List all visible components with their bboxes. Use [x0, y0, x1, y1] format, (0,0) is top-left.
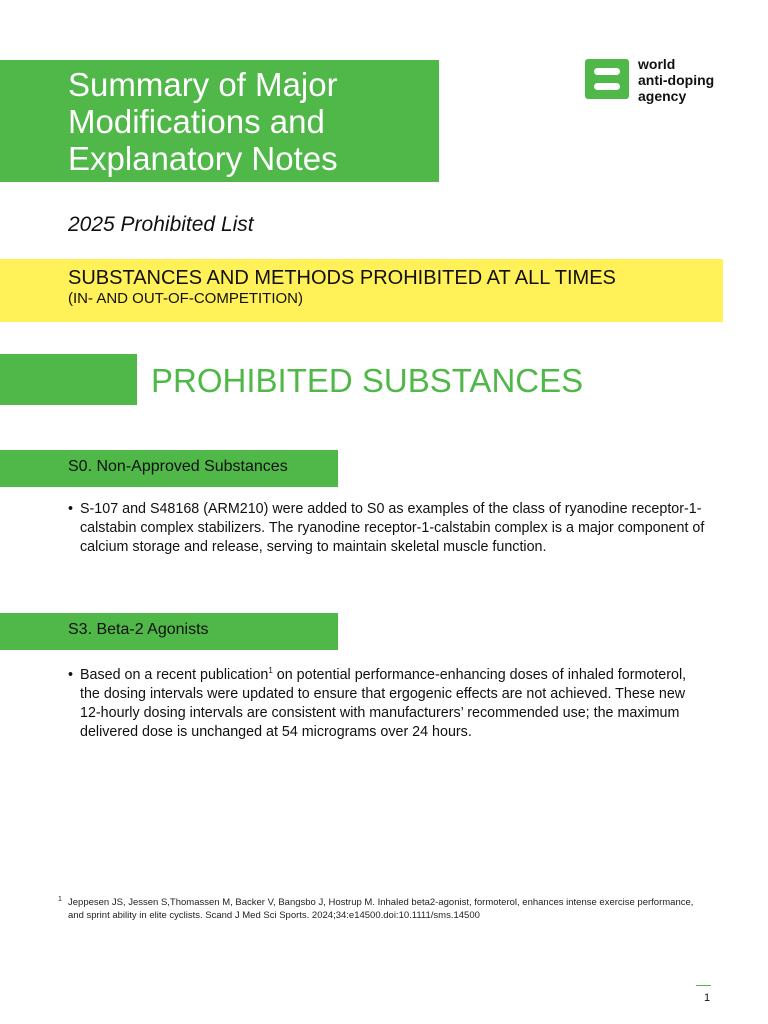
title-block [0, 60, 439, 182]
s3-bullet-text-end: on potential performance-enhancing doses of inhaled formoterol, the dosing intervals were updated to ensure that ergogenic effects are not achieved. These new 12-hourly dosing intervals are consistent with manufacturers’ recommended use; the maximum delivered dose is unchanged at 54 micrograms over 24 hours. [80, 667, 687, 740]
logo-word-2: anti-doping [638, 72, 715, 88]
footnote [58, 896, 708, 922]
title-line-2: Modifications and [68, 103, 325, 140]
banner-subtitle: (IN- AND OUT-OF-COMPETITION) [68, 290, 303, 307]
logo-word-3: agency [638, 88, 687, 104]
title-line-1: Summary of Major [68, 66, 338, 103]
s3-bullet-text-start: Based on a recent publication [80, 667, 269, 683]
footnote-reference[interactable]: 1 [268, 666, 273, 676]
document-subtitle: 2025 Prohibited List [68, 213, 254, 236]
footnote-text: Jeppesen JS, Jessen S,Thomassen M, Backer V, Bangsbo J, Hostrup M. Inhaled beta2-agonist, formoterol, enhances intense exercise performance, and sprint ability in elite cyclists. Scand J Med Sci Sports. 2024;34:e14500.doi:10.1111/sms.14500 [68, 897, 694, 921]
logo-word-1: world [638, 56, 676, 72]
logo-wordmark [638, 56, 714, 104]
section-heading: PROHIBITED SUBSTANCES [151, 362, 584, 399]
s0-bullet-text: S-107 and S48168 (ARM210) were added to S0 as examples of the class of ryanodine receptor-1-calstabin complex stabilizers. The ryanodine receptor-1-calstabin complex is a major component of calcium storage and release, serving to maintain skeletal muscle function. [80, 501, 705, 555]
page-number-rule [696, 985, 711, 986]
s0-bullet-item [68, 500, 708, 557]
footnote-number: 1 [58, 896, 62, 903]
bullet-icon: • [68, 667, 74, 683]
s3-heading: S3. Beta-2 Agonists [0, 613, 338, 650]
s0-heading: S0. Non-Approved Substances [0, 450, 338, 487]
category-banner [0, 259, 723, 322]
section-accent-bar [0, 354, 137, 405]
wada-logo [585, 56, 730, 104]
bullet-icon: • [68, 501, 74, 517]
title-line-3: Explanatory Notes [68, 140, 338, 177]
banner-title: SUBSTANCES AND METHODS PROHIBITED AT ALL TIMES [68, 267, 616, 289]
s3-bullet-text [80, 666, 708, 742]
wada-logo-icon [585, 59, 629, 99]
s3-bullet-item [68, 666, 708, 742]
page-number: 1 [704, 992, 711, 1004]
